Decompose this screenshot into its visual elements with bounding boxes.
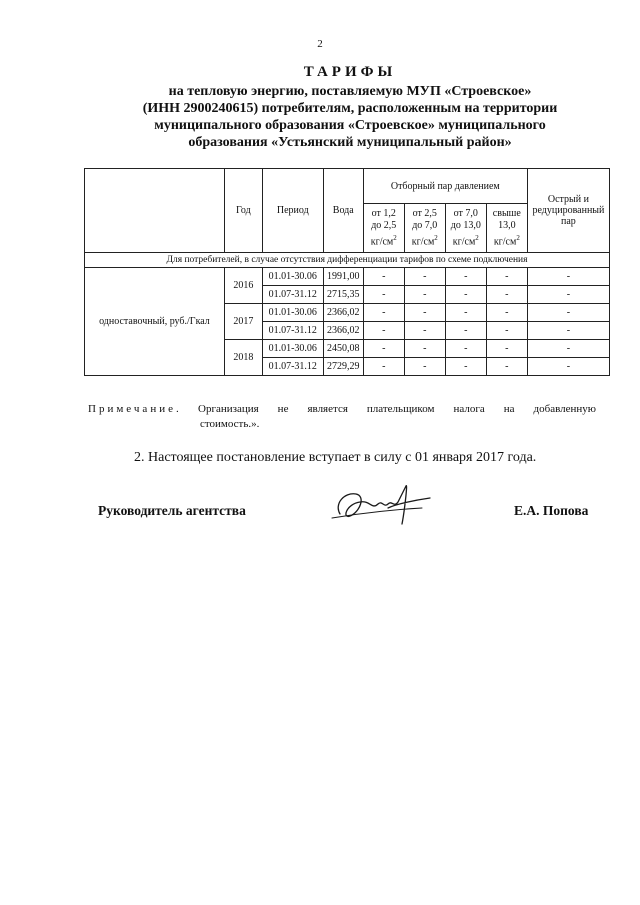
period-cell: 01.01-30.06 (262, 268, 323, 286)
note-label: Примечание. (88, 403, 182, 415)
title-line-2: (ИНН 2900240615) потребителям, расположенным на территории (142, 101, 558, 116)
title-main: ТАРИФЫ (303, 64, 397, 80)
note-block (88, 402, 596, 432)
document-title (60, 64, 640, 151)
consumer-group-row: Для потребителей, в случае отсутствия дифференциации тарифов по схеме подключения (85, 253, 610, 268)
dash-cell: - (527, 340, 609, 358)
period-cell: 01.07-31.12 (262, 322, 323, 340)
effective-date-clause: 2. Настоящее постановление вступает в силу с 01 января 2017 года. (134, 450, 537, 465)
water-cell: 2729,29 (323, 358, 363, 376)
year-cell: 2018 (224, 340, 262, 376)
signatory-name: Е.А. Попова (514, 503, 589, 518)
dash-cell: - (486, 268, 527, 286)
dash-cell: - (404, 358, 445, 376)
year-cell: 2016 (224, 268, 262, 304)
dash-cell: - (486, 322, 527, 340)
dash-cell: - (404, 286, 445, 304)
period-cell: 01.01-30.06 (262, 304, 323, 322)
period-cell: 01.01-30.06 (262, 340, 323, 358)
table-row (85, 268, 610, 286)
header-pressure-1: от 1,2 до 2,5 $кг/см^2$ (363, 204, 404, 253)
dash-cell: - (445, 358, 486, 376)
header-pressure-4: свыше 13,0 $кг/см^2$ (486, 204, 527, 253)
handwritten-signature (326, 474, 436, 530)
dash-cell: - (486, 358, 527, 376)
header-blank (85, 169, 225, 253)
rate-label: одноставочный, руб./Гкал (85, 268, 225, 376)
tariffs-table (84, 168, 610, 376)
dash-cell: - (404, 268, 445, 286)
note-text-continued: стоимость.». (200, 418, 260, 430)
header-period: Период (262, 169, 323, 253)
title-line-1: на тепловую энергию, поставляемую МУП «Строевское» (168, 84, 532, 99)
header-pressure-2: от 2,5 до 7,0 $кг/см^2$ (404, 204, 445, 253)
dash-cell: - (445, 340, 486, 358)
water-cell: 2366,02 (323, 322, 363, 340)
dash-cell: - (527, 304, 609, 322)
page-number: 2 (317, 38, 323, 50)
signatory-position: Руководитель агентства (98, 503, 246, 518)
header-sharp-steam: Острый и редуцированный пар (527, 169, 609, 253)
water-cell: 2715,35 (323, 286, 363, 304)
dash-cell: - (404, 322, 445, 340)
year-cell: 2017 (224, 304, 262, 340)
dash-cell: - (363, 322, 404, 340)
dash-cell: - (527, 286, 609, 304)
header-water: Вода (323, 169, 363, 253)
header-steam-group: Отборный пар давлением (363, 169, 527, 204)
dash-cell: - (363, 268, 404, 286)
dash-cell: - (404, 340, 445, 358)
header-year: Год (224, 169, 262, 253)
dash-cell: - (363, 340, 404, 358)
title-line-3: муниципального образования «Строевское» муниципального (154, 118, 546, 133)
dash-cell: - (363, 304, 404, 322)
dash-cell: - (445, 322, 486, 340)
dash-cell: - (486, 286, 527, 304)
dash-cell: - (527, 322, 609, 340)
dash-cell: - (363, 286, 404, 304)
dash-cell: - (404, 304, 445, 322)
dash-cell: - (486, 304, 527, 322)
note-text: Организация не является плательщиком налога на добавленную (198, 403, 596, 415)
dash-cell: - (363, 358, 404, 376)
dash-cell: - (527, 358, 609, 376)
water-cell: 1991,00 (323, 268, 363, 286)
dash-cell: - (445, 286, 486, 304)
period-cell: 01.07-31.12 (262, 358, 323, 376)
dash-cell: - (486, 340, 527, 358)
dash-cell: - (445, 268, 486, 286)
dash-cell: - (445, 304, 486, 322)
dash-cell: - (527, 268, 609, 286)
water-cell: 2450,08 (323, 340, 363, 358)
water-cell: 2366,02 (323, 304, 363, 322)
title-line-4: образования «Устьянский муниципальный район» (188, 135, 512, 150)
header-pressure-3: от 7,0 до 13,0 $кг/см^2$ (445, 204, 486, 253)
period-cell: 01.07-31.12 (262, 286, 323, 304)
